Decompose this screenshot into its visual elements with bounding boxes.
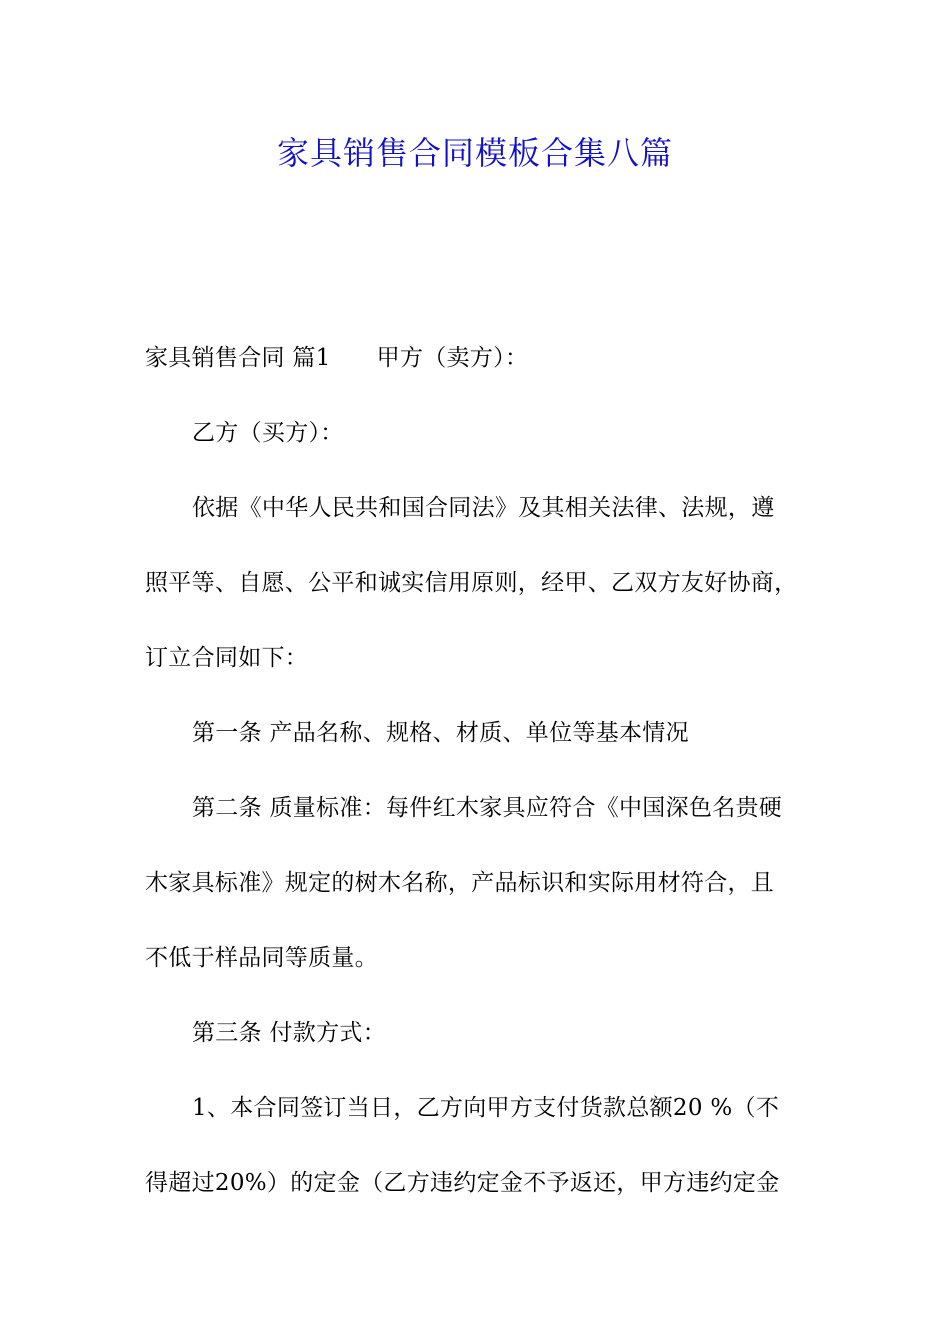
paragraph-line-1 (145, 336, 809, 411)
document-body (145, 336, 809, 1236)
paragraph-line: 订立合同如下： (145, 645, 309, 671)
paragraph-line: 木家具标准》规定的树木名称，产品标识和实际用材符合，且 (145, 870, 775, 896)
paragraph-line: 依据《中华人民共和国合同法》及其相关法律、法规，遵 (192, 495, 775, 521)
party-b-label: 乙方（买方）： (192, 420, 344, 446)
article-1: 第一条 产品名称、规格、材质、单位等基本情况 (192, 720, 689, 746)
document-title: 家具销售合同模板合集八篇 (276, 134, 673, 172)
article-3: 第三条 付款方式： (192, 1020, 387, 1046)
paragraph-line: 不低于样品同等质量。 (145, 945, 378, 971)
payment-clause-1: 1、本合同签订当日，乙方向甲方支付货款总额20 %（不 (192, 1095, 780, 1121)
paragraph-line: 照平等、自愿、公平和诚实信用原则，经甲、乙双方友好协商， (145, 570, 798, 596)
party-a-label: 甲方（卖方）： (376, 345, 529, 371)
article-2: 第二条 质量标准：每件红木家具应符合《中国深色名贵硬 (192, 795, 783, 821)
section-heading: 家具销售合同 篇1 (145, 345, 331, 371)
paragraph-line: 得超过20%）的定金（乙方违约定金不予返还，甲方违约定金 (145, 1170, 780, 1196)
